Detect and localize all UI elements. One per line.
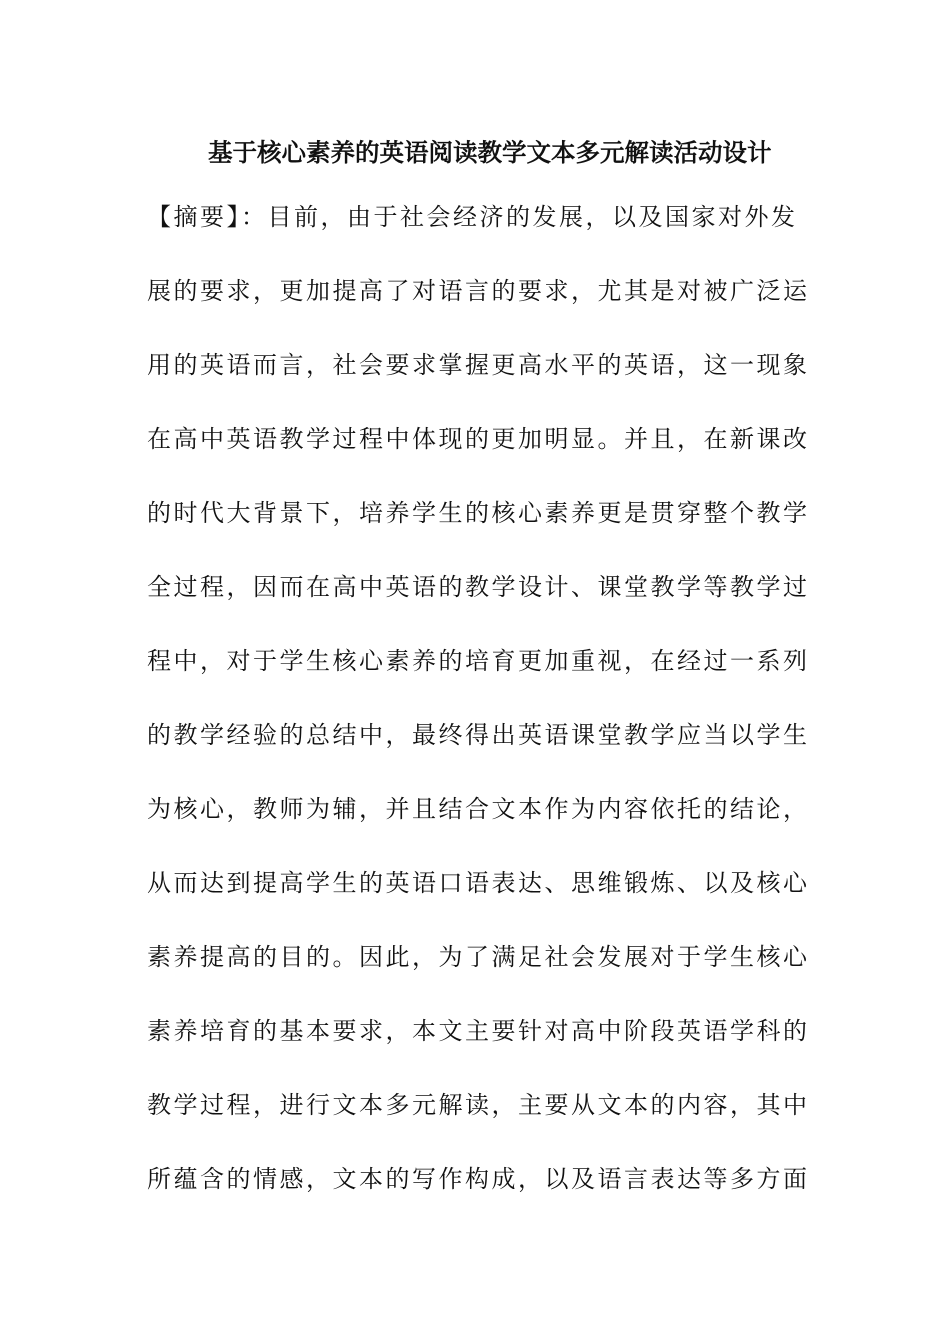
text-line: 全过程，因而在高中英语的教学设计、课堂教学等教学过 (147, 573, 810, 601)
text-line: 教学过程，进行文本多元解读，主要从文本的内容，其中 (147, 1091, 810, 1119)
text-line: 为核心，教师为辅，并且结合文本作为内容依托的结论， (147, 795, 810, 823)
text-line: 的教学经验的总结中，最终得出英语课堂教学应当以学生 (147, 721, 810, 749)
text-line: 素养培育的基本要求，本文主要针对高中阶段英语学科的 (147, 1017, 810, 1045)
text-line: 展的要求，更加提高了对语言的要求，尤其是对被广泛运 (147, 277, 810, 305)
document-title: 基于核心素养的英语阅读教学文本多元解读活动设计 (208, 138, 772, 167)
abstract-body (147, 196, 810, 1232)
text-line: 素养提高的目的。因此，为了满足社会发展对于学生核心 (147, 943, 810, 971)
text-line: 用的英语而言，社会要求掌握更高水平的英语，这一现象 (147, 351, 810, 379)
text-line: 程中，对于学生核心素养的培育更加重视，在经过一系列 (147, 647, 810, 675)
text-line: 在高中英语教学过程中体现的更加明显。并且，在新课改 (147, 425, 810, 453)
text-line: 【摘要】：目前，由于社会经济的发展，以及国家对外发 (147, 203, 798, 231)
text-line: 所蕴含的情感，文本的写作构成，以及语言表达等多方面 (147, 1165, 810, 1193)
text-line: 的时代大背景下，培养学生的核心素养更是贯穿整个教学 (147, 499, 810, 527)
text-line: 从而达到提高学生的英语口语表达、思维锻炼、以及核心 (147, 869, 810, 897)
